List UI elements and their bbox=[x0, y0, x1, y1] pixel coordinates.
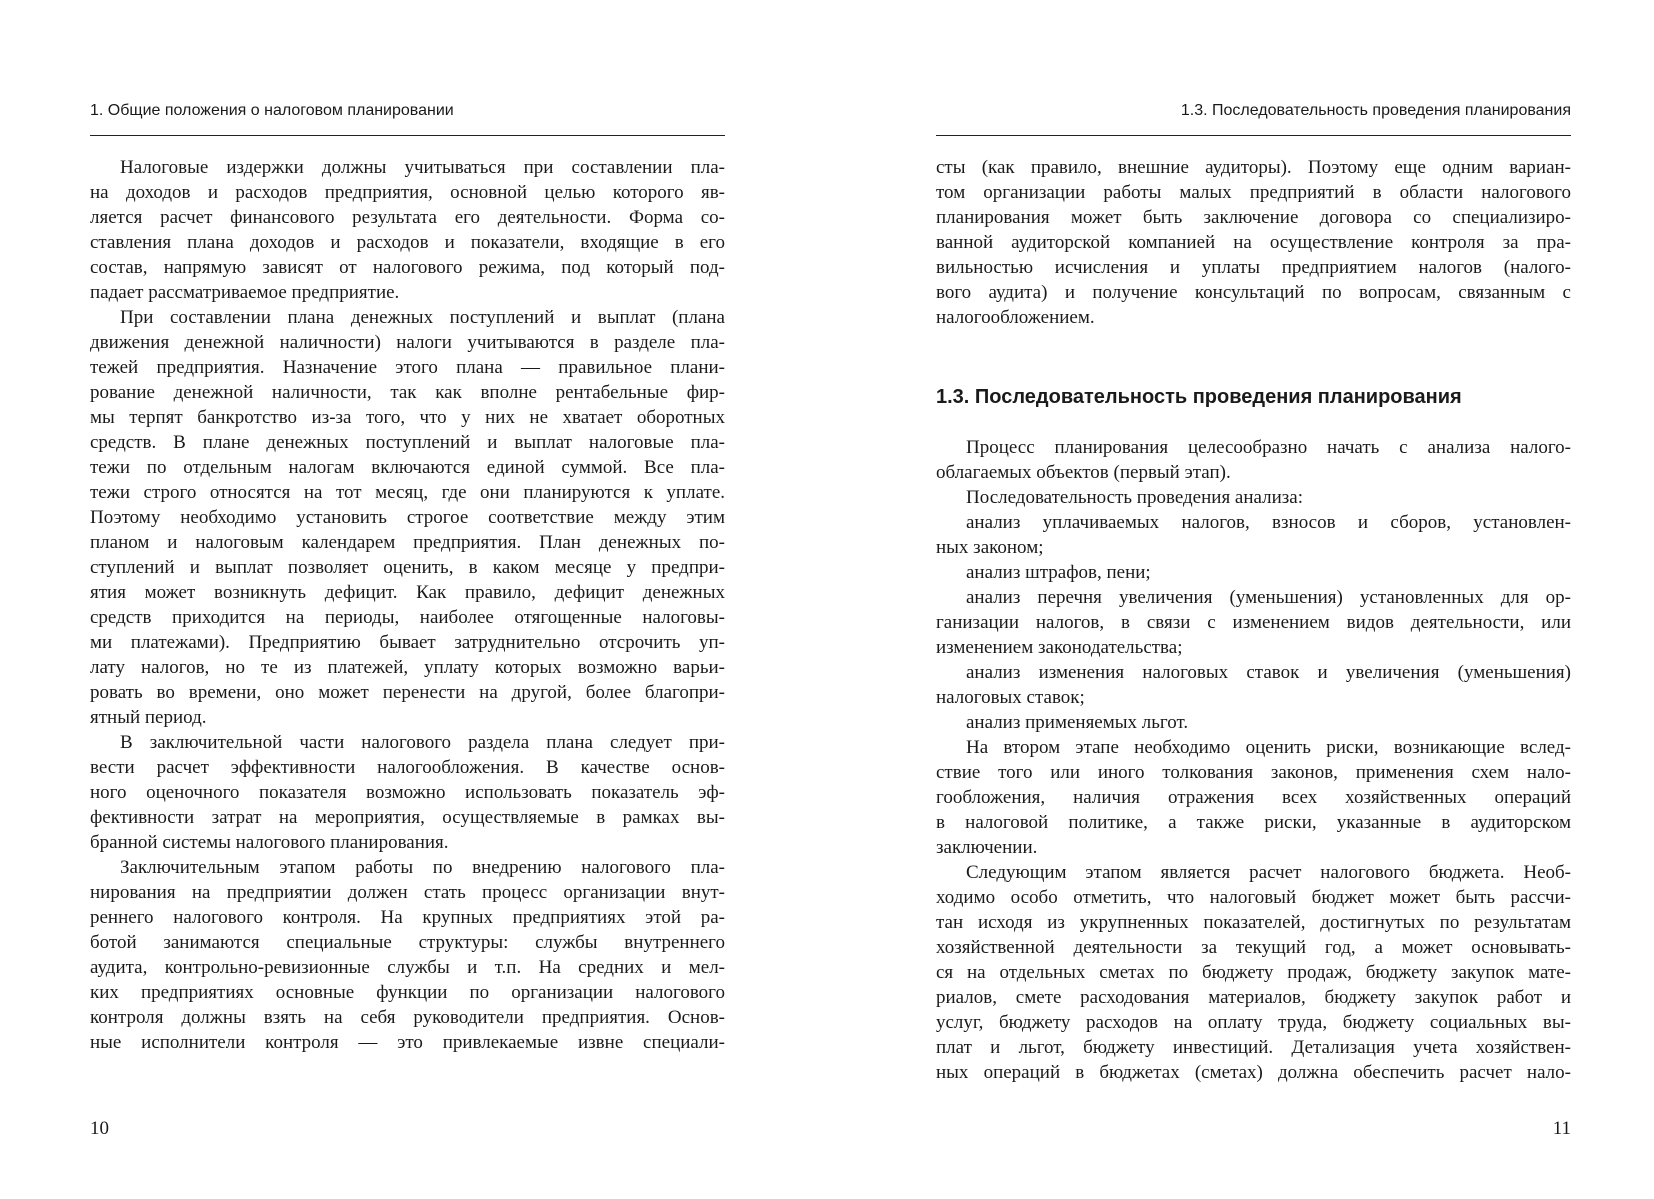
text-line: На втором этапе необходимо оценить риски, возникающие вслед- bbox=[966, 737, 1571, 758]
text-line: аудита, контрольно-ревизионные службы и т.п. На средних и мел- bbox=[90, 957, 725, 978]
text-line: ких предприятиях основные функции по организации налогового bbox=[90, 982, 725, 1003]
text-line: в налоговой политике, а также риски, указанные в аудиторском bbox=[936, 812, 1571, 833]
text-line: ствие того или иного толкования законов, применения схем нало- bbox=[936, 762, 1571, 783]
text-line: средств. В плане денежных поступлений и выплат налоговые пла- bbox=[90, 432, 725, 453]
text-line: облагаемых объектов (первый этап). bbox=[936, 462, 1231, 483]
text-line: тан исходя из укрупненных показателей, достигнутых по результатам bbox=[936, 912, 1571, 933]
text-line: ровать во времени, оно может перенести на другой, более благопри- bbox=[90, 682, 725, 703]
text-line: Поэтому необходимо установить строгое соответствие между этим bbox=[90, 507, 725, 528]
text-line: ходимо особо отметить, что налоговый бюджет может быть рассчи- bbox=[936, 887, 1571, 908]
text-line: ми платежами). Предприятию бывает затруднительно отсрочить уп- bbox=[90, 632, 725, 653]
text-line: ятный период. bbox=[90, 707, 207, 728]
text-line: В заключительной части налогового раздела плана следует при- bbox=[120, 732, 725, 753]
text-line: ного оценочного показателя возможно использовать показатель эф- bbox=[90, 782, 725, 803]
left-body-text bbox=[90, 155, 725, 1055]
text-line: на доходов и расходов предприятия, основной целью которого яв- bbox=[90, 182, 725, 203]
text-line: ступлений и выплат позволяет оценить, в каком месяце у предпри- bbox=[90, 557, 725, 578]
text-line: ванной аудиторской компанией на осуществление контроля за пра- bbox=[936, 232, 1571, 253]
section-heading: 1.3. Последовательность проведения планирования bbox=[936, 386, 1462, 408]
text-line: ботой занимаются специальные структуры: службы внутреннего bbox=[90, 932, 725, 953]
left-page bbox=[90, 0, 725, 1199]
text-line: ляется расчет финансового результата его деятельности. Форма со- bbox=[90, 207, 725, 228]
text-line: падает рассматриваемое предприятие. bbox=[90, 282, 400, 303]
text-line: том организации работы малых предприятий в области налогового bbox=[936, 182, 1571, 203]
running-head-right: 1.3. Последовательность проведения планирования bbox=[1180, 102, 1571, 119]
text-line: анализ перечня увеличения (уменьшения) установленных для ор- bbox=[966, 587, 1571, 608]
text-line: ятия может возникнуть дефицит. Как правило, дефицит денежных bbox=[90, 582, 725, 603]
text-line: нирования на предприятии должен стать процесс организации внут- bbox=[90, 882, 725, 903]
text-line: При составлении плана денежных поступлений и выплат (плана bbox=[120, 307, 725, 328]
text-line: Последовательность проведения анализа: bbox=[966, 487, 1303, 508]
text-line: состав, напрямую зависят от налогового режима, под который под- bbox=[90, 257, 725, 278]
text-line: сты (как правило, внешние аудиторы). Поэтому еще одним вариан- bbox=[936, 157, 1571, 178]
text-line: планом и налоговым календарем предприятия. План денежных по- bbox=[90, 532, 725, 553]
text-line: вильностью исчисления и уплаты предприятием налогов (налого- bbox=[936, 257, 1571, 278]
text-line: ся на отдельных сметах по бюджету продаж, бюджету закупок мате- bbox=[936, 962, 1571, 983]
text-line: изменением законодательства; bbox=[936, 637, 1183, 658]
text-line: Налоговые издержки должны учитываться при составлении пла- bbox=[120, 157, 725, 178]
text-line: ганизации налогов, в связи с изменением видов деятельности, или bbox=[936, 612, 1571, 633]
text-line: Процесс планирования целесообразно начать с анализа налого- bbox=[966, 437, 1571, 458]
text-line: вого аудита) и получение консультаций по вопросам, связанным с bbox=[936, 282, 1571, 303]
text-line: анализ штрафов, пени; bbox=[966, 562, 1151, 583]
text-line: тежи строго относятся на тот месяц, где они планируются к уплате. bbox=[90, 482, 725, 503]
text-line: вести расчет эффективности налогообложения. В качестве основ- bbox=[90, 757, 725, 778]
text-line: гообложения, наличия отражения всех хозяйственных операций bbox=[936, 787, 1571, 808]
right-page bbox=[936, 0, 1571, 1199]
text-line: анализ применяемых льгот. bbox=[966, 712, 1189, 733]
text-line: движения денежной наличности) налоги учитываются в разделе пла- bbox=[90, 332, 725, 353]
text-line: анализ уплачиваемых налогов, взносов и сборов, установлен- bbox=[966, 512, 1571, 533]
text-line: услуг, бюджету расходов на оплату труда, бюджету социальных вы- bbox=[936, 1012, 1571, 1033]
text-line: ных законом; bbox=[936, 537, 1044, 558]
text-line: налоговых ставок; bbox=[936, 687, 1085, 708]
text-line: мы терпят банкротство из-за того, что у них не хватает оборотных bbox=[90, 407, 725, 428]
text-line: анализ изменения налоговых ставок и увеличения (уменьшения) bbox=[966, 662, 1571, 683]
text-line: Заключительным этапом работы по внедрению налогового пла- bbox=[120, 857, 725, 878]
text-line: реннего налогового контроля. На крупных предприятиях этой ра- bbox=[90, 907, 725, 928]
text-line: бранной системы налогового планирования. bbox=[90, 832, 449, 853]
right-body-text-top bbox=[936, 155, 1571, 330]
text-line: тежей предприятия. Назначение этого плана — правильное плани- bbox=[90, 357, 725, 378]
text-line: заключении. bbox=[936, 837, 1038, 858]
text-line: лату налогов, но те из платежей, уплату которых возможно варьи- bbox=[90, 657, 725, 678]
page-number-right: 11 bbox=[1552, 1118, 1571, 1139]
header-rule-left bbox=[90, 135, 725, 136]
text-line: планирования может быть заключение договора со специализиро- bbox=[936, 207, 1571, 228]
running-head-left: 1. Общие положения о налоговом планировании bbox=[90, 102, 454, 119]
page-number-left: 10 bbox=[90, 1118, 109, 1139]
text-line: ные исполнители контроля — это привлекаемые извне специали- bbox=[90, 1032, 725, 1053]
text-line: риалов, смете расходования материалов, бюджету закупок работ и bbox=[936, 987, 1571, 1008]
text-line: хозяйственной деятельности за текущий год, а может основывать- bbox=[936, 937, 1571, 958]
text-line: ставления плана доходов и расходов и показатели, входящие в его bbox=[90, 232, 725, 253]
text-line: средств приходится на периоды, наиболее отягощенные налоговы- bbox=[90, 607, 725, 628]
text-line: налогообложением. bbox=[936, 307, 1095, 328]
text-line: Следующим этапом является расчет налогового бюджета. Необ- bbox=[966, 862, 1571, 883]
right-body-text bbox=[936, 435, 1571, 1085]
text-line: контроля должны взять на себя руководители предприятия. Основ- bbox=[90, 1007, 725, 1028]
text-line: тежи по отдельным налогам включаются единой суммой. Все пла- bbox=[90, 457, 725, 478]
header-rule-right bbox=[936, 135, 1571, 136]
text-line: плат и льгот, бюджету инвестиций. Детализация учета хозяйствен- bbox=[936, 1037, 1571, 1058]
text-line: ных операций в бюджетах (сметах) должна обеспечить расчет нало- bbox=[936, 1062, 1571, 1083]
text-line: фективности затрат на мероприятия, осуществляемые в рамках вы- bbox=[90, 807, 725, 828]
text-line: рование денежной наличности, так как вполне рентабельные фир- bbox=[90, 382, 725, 403]
